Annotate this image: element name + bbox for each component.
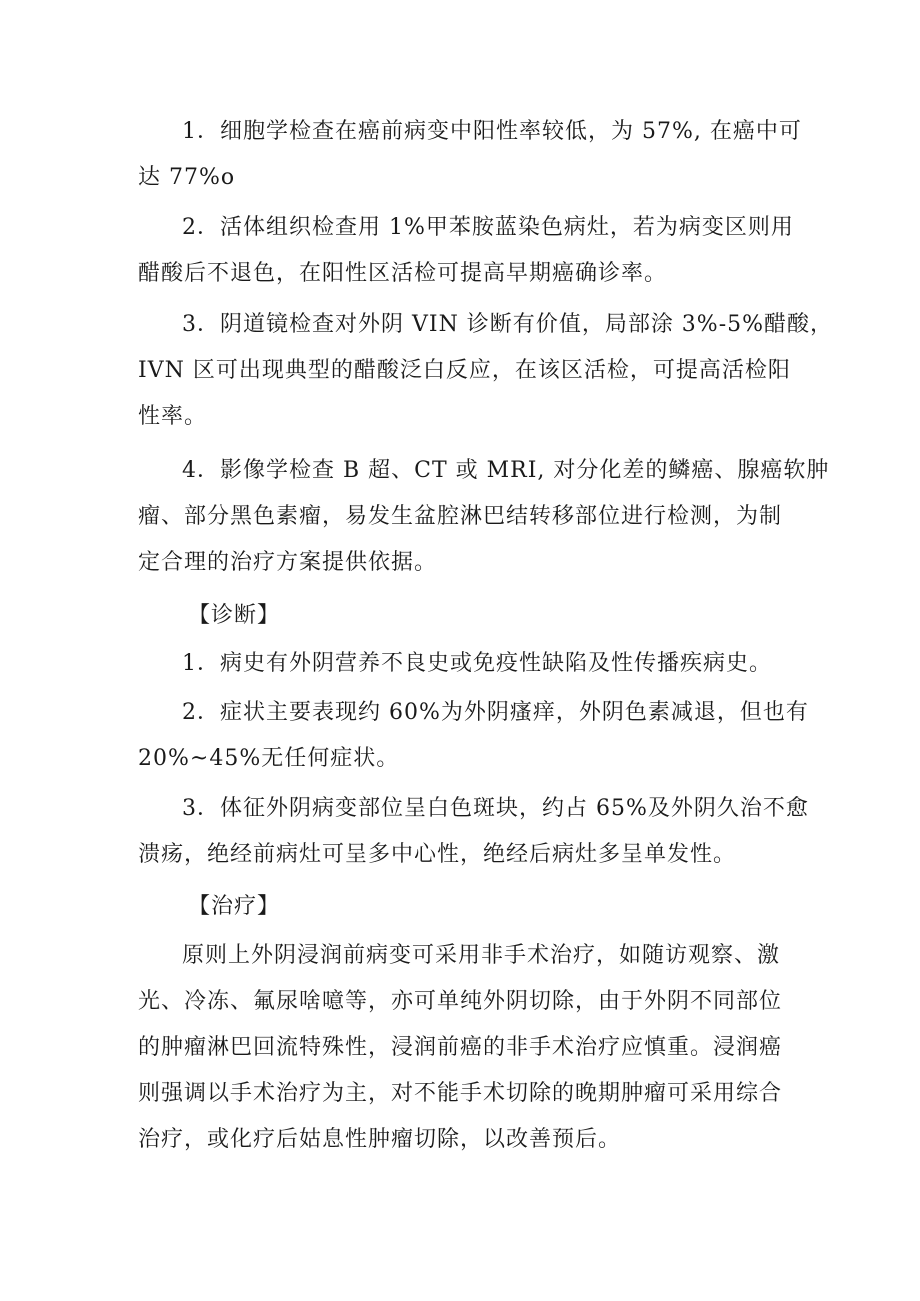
exam-item-1	[138, 109, 802, 201]
text-line: 2．症状主要表现约 60%为外阴瘙痒，外阴色素减退，但也有	[182, 700, 809, 725]
text-line: 20%~45%无任何症状。	[138, 746, 400, 771]
text-line: 达 77%o	[138, 165, 236, 190]
diagnosis-item-1	[138, 641, 798, 687]
text-line: 的肿瘤淋巴回流特殊性，浸润前癌的非手术治疗应慎重。浸润癌	[138, 1035, 783, 1060]
section-heading-treatment: 【治疗】	[188, 894, 281, 919]
text-line: 治疗，或化疗后姑息性肿瘤切除，以改善预后。	[138, 1127, 622, 1152]
text-line: 定合理的治疗方案提供依据。	[138, 550, 438, 575]
diagnosis-item-3	[138, 786, 809, 878]
text-line: 光、冷冻、氟尿啥噫等，亦可单纯外阴切除，由于外阴不同部位	[138, 989, 783, 1014]
section-heading-diagnosis: 【诊断】	[188, 603, 281, 628]
text-line: 4．影像学检查 B 超、CT 或 MRI, 对分化差的鳞癌、腺癌软肿	[182, 458, 830, 483]
text-line: 1．细胞学检查在癌前病变中阳性率较低，为 57%, 在癌中可	[182, 119, 802, 144]
text-line: 瘤、部分黑色素瘤，易发生盆腔淋巴结转移部位进行检测，为制	[138, 504, 783, 529]
exam-item-3	[138, 302, 834, 440]
text-line: 原则上外阴浸润前病变可采用非手术治疗，如随访观察、激	[182, 943, 781, 968]
text-line: 3．阴道镜检查对外阴 VIN 诊断有价值，局部涂 3%-5%醋酸，	[182, 312, 834, 337]
text-line: 2．活体组织检查用 1%甲苯胺蓝染色病灶，若为病变区则用	[182, 215, 794, 240]
text-line: 则强调以手术治疗为主，对不能手术切除的晚期肿瘤可采用综合	[138, 1081, 783, 1106]
text-line: 3．体征外阴病变部位呈白色斑块，约占 65%及外阴久治不愈	[182, 796, 809, 821]
treatment-paragraph	[138, 933, 798, 1163]
diagnosis-item-2	[138, 690, 809, 782]
text-line: 溃疡，绝经前病灶可呈多中心性，绝经后病灶多呈单发性。	[138, 842, 737, 867]
exam-item-2	[138, 205, 798, 297]
text-line: 醋酸后不退色，在阳性区活检可提高早期癌确诊率。	[138, 261, 668, 286]
text-line: 性率。	[138, 404, 208, 429]
text-line: IVN 区可出现典型的醋酸泛白反应，在该区活检，可提高活检阳	[138, 358, 791, 383]
exam-item-4	[138, 448, 830, 586]
text-line: 1．病史有外阴营养不良史或免疫性缺陷及性传播疾病史。	[182, 651, 772, 676]
